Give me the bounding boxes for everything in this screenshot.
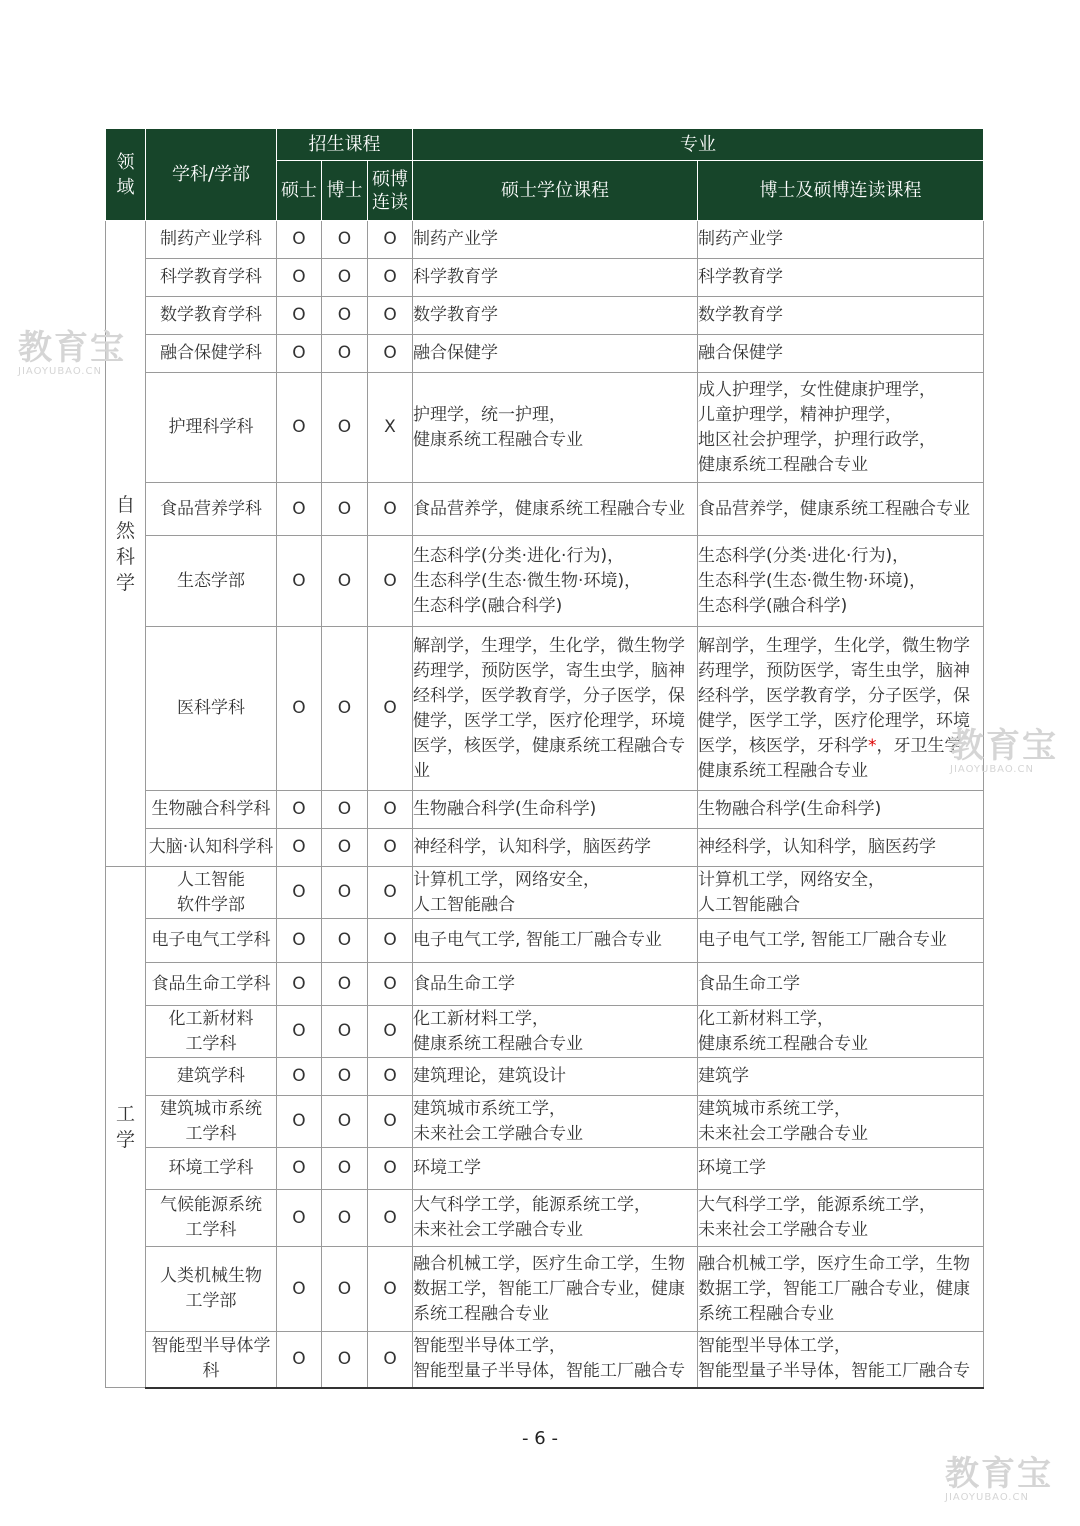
integrated-mark: O (368, 335, 413, 373)
doctor-courses-cell: 生态科学(分类·进化·行为)， 生态科学(生态·微生物·环境)， 生态科学(融合科学) (698, 536, 984, 627)
majors-table (105, 128, 984, 1389)
header-doctor: 博士 (322, 161, 368, 221)
master-mark: O (277, 627, 322, 791)
master-courses-cell: 计算机工学，网络安全， 人工智能融合 (413, 867, 698, 919)
master-courses-cell: 环境工学 (413, 1148, 698, 1190)
header-master: 硕士 (277, 161, 322, 221)
doctor-mark: O (322, 1190, 368, 1247)
doctor-courses-cell (698, 627, 984, 791)
integrated-mark: O (368, 1190, 413, 1247)
master-courses-cell: 护理学，统一护理， 健康系统工程融合专业 (413, 373, 698, 483)
master-mark: O (277, 373, 322, 483)
doctor-mark: O (322, 867, 368, 919)
integrated-mark: O (368, 1006, 413, 1058)
department-cell: 食品营养学科 (146, 483, 277, 536)
field-engineering: 工 学 (115, 1103, 135, 1151)
master-mark: O (277, 335, 322, 373)
master-mark: O (277, 1006, 322, 1058)
doctor-courses-cell: 神经科学，认知科学，脑医药学 (698, 829, 984, 867)
table-row (106, 627, 984, 791)
table-row (106, 373, 984, 483)
master-mark: O (277, 1247, 322, 1332)
doctor-courses-cell: 智能型半导体工学， 智能型量子半导体，智能工厂融合专 (698, 1332, 984, 1388)
master-mark: O (277, 1190, 322, 1247)
master-mark: O (277, 259, 322, 297)
integrated-mark: O (368, 791, 413, 829)
table-row (106, 1006, 984, 1058)
header-field: 领 域 (106, 129, 146, 221)
doctor-courses-cell: 化工新材料工学， 健康系统工程融合专业 (698, 1006, 984, 1058)
table-row (106, 259, 984, 297)
table-row (106, 919, 984, 963)
page-number: - 6 - (522, 1428, 558, 1449)
department-cell: 建筑城市系统 工学科 (146, 1096, 277, 1148)
department-cell: 化工新材料 工学科 (146, 1006, 277, 1058)
master-mark: O (277, 1148, 322, 1190)
integrated-mark: O (368, 919, 413, 963)
doctor-courses-cell: 食品生命工学 (698, 963, 984, 1006)
department-cell: 生物融合科学科 (146, 791, 277, 829)
master-courses-cell: 数学教育学 (413, 297, 698, 335)
integrated-mark: O (368, 221, 413, 259)
doctor-mark: O (322, 1006, 368, 1058)
integrated-mark: O (368, 867, 413, 919)
table-row (106, 1247, 984, 1332)
doctor-courses-cell: 环境工学 (698, 1148, 984, 1190)
header-master-courses: 硕士学位课程 (413, 161, 698, 221)
master-courses-cell: 食品营养学，健康系统工程融合专业 (413, 483, 698, 536)
integrated-mark: O (368, 483, 413, 536)
integrated-mark: O (368, 297, 413, 335)
doctor-courses-cell: 数学教育学 (698, 297, 984, 335)
doctor-courses-text: ，牙卫生学 健康系统工程融合专业 (698, 735, 962, 781)
master-courses-cell: 生物融合科学(生命科学) (413, 791, 698, 829)
doctor-mark: O (322, 1096, 368, 1148)
doctor-mark: O (322, 627, 368, 791)
doctor-mark: O (322, 536, 368, 627)
master-courses-cell: 科学教育学 (413, 259, 698, 297)
master-courses-cell: 生态科学(分类·进化·行为)， 生态科学(生态·微生物·环境)， 生态科学(融合科学) (413, 536, 698, 627)
doctor-courses-cell: 建筑城市系统工学， 未来社会工学融合专业 (698, 1096, 984, 1148)
integrated-mark: X (368, 373, 413, 483)
master-mark: O (277, 483, 322, 536)
doctor-courses-text: 解剖学，生理学，生化学，微生物学 药理学，预防医学，寄生虫学，脑神 经科学，医学教育学，分子医学，保 健学，医学工学，医疗伦理学，环境 医学，核医学，牙科学 (698, 635, 971, 756)
master-mark: O (277, 221, 322, 259)
department-cell: 环境工学科 (146, 1148, 277, 1190)
department-cell: 建筑学科 (146, 1058, 277, 1096)
doctor-mark: O (322, 221, 368, 259)
field-cell (106, 221, 146, 867)
integrated-mark: O (368, 1096, 413, 1148)
integrated-mark: O (368, 627, 413, 791)
department-cell: 科学教育学科 (146, 259, 277, 297)
master-courses-cell: 建筑城市系统工学， 未来社会工学融合专业 (413, 1096, 698, 1148)
table-row (106, 1148, 984, 1190)
table-row (106, 1096, 984, 1148)
doctor-courses-cell: 制药产业学 (698, 221, 984, 259)
master-mark: O (277, 919, 322, 963)
master-courses-cell: 大气科学工学，能源系统工学， 未来社会工学融合专业 (413, 1190, 698, 1247)
header-integrated: 硕博 连读 (368, 161, 413, 221)
master-mark: O (277, 1096, 322, 1148)
master-mark: O (277, 1332, 322, 1388)
field-cell (106, 867, 146, 1388)
doctor-mark: O (322, 335, 368, 373)
master-courses-cell: 制药产业学 (413, 221, 698, 259)
doctor-courses-cell: 生物融合科学(生命科学) (698, 791, 984, 829)
master-mark: O (277, 1058, 322, 1096)
department-cell: 食品生命工学科 (146, 963, 277, 1006)
table-row (106, 791, 984, 829)
integrated-mark: O (368, 1148, 413, 1190)
table-row (106, 297, 984, 335)
table-row (106, 483, 984, 536)
header-major: 专业 (413, 129, 984, 161)
doctor-courses-cell: 科学教育学 (698, 259, 984, 297)
integrated-mark: O (368, 536, 413, 627)
integrated-mark: O (368, 1332, 413, 1388)
department-cell: 大脑·认知科学科 (146, 829, 277, 867)
master-courses-cell: 化工新材料工学， 健康系统工程融合专业 (413, 1006, 698, 1058)
department-cell: 生态学部 (146, 536, 277, 627)
doctor-mark: O (322, 483, 368, 536)
doctor-courses-cell: 计算机工学，网络安全， 人工智能融合 (698, 867, 984, 919)
table-row (106, 829, 984, 867)
table-row (106, 867, 984, 919)
doctor-courses-cell: 融合保健学 (698, 335, 984, 373)
integrated-mark: O (368, 1247, 413, 1332)
integrated-mark: O (368, 1058, 413, 1096)
integrated-mark: O (368, 963, 413, 1006)
doctor-mark: O (322, 373, 368, 483)
header-doctor-courses: 博士及硕博连读课程 (698, 161, 984, 221)
doctor-mark: O (322, 919, 368, 963)
master-mark: O (277, 963, 322, 1006)
department-cell: 智能型半导体学科 (146, 1332, 277, 1388)
doctor-courses-cell: 建筑学 (698, 1058, 984, 1096)
table-row (106, 221, 984, 259)
master-courses-cell: 融合保健学 (413, 335, 698, 373)
watermark: 教育宝 JIAOYUBAO.CN (18, 328, 126, 377)
department-cell: 气候能源系统 工学科 (146, 1190, 277, 1247)
doctor-courses-cell: 成人护理学，女性健康护理学， 儿童护理学，精神护理学， 地区社会护理学，护理行政学， 健康系统工程融合专业 (698, 373, 984, 483)
watermark: 教育宝 JIAOYUBAO.CN (950, 726, 1058, 775)
department-cell: 医科学科 (146, 627, 277, 791)
table-row (106, 335, 984, 373)
department-cell: 人工智能 软件学部 (146, 867, 277, 919)
doctor-courses-cell: 融合机械工学，医疗生命工学，生物 数据工学，智能工厂融合专业，健康 系统工程融合专业 (698, 1247, 984, 1332)
department-cell: 融合保健学科 (146, 335, 277, 373)
master-mark: O (277, 297, 322, 335)
master-mark: O (277, 867, 322, 919)
table-row (106, 1332, 984, 1388)
integrated-mark: O (368, 829, 413, 867)
master-courses-cell: 智能型半导体工学， 智能型量子半导体，智能工厂融合专 (413, 1332, 698, 1388)
header-admission: 招生课程 (277, 129, 413, 161)
master-courses-cell: 建筑理论，建筑设计 (413, 1058, 698, 1096)
doctor-courses-cell: 大气科学工学，能源系统工学， 未来社会工学融合专业 (698, 1190, 984, 1247)
watermark: 教育宝 JIAOYUBAO.CN (945, 1454, 1053, 1503)
table-row (106, 1190, 984, 1247)
master-courses-cell: 电子电气工学, 智能工厂融合专业 (413, 919, 698, 963)
master-courses-cell: 神经科学，认知科学，脑医药学 (413, 829, 698, 867)
doctor-mark: O (322, 259, 368, 297)
table-row (106, 1058, 984, 1096)
department-cell: 制药产业学科 (146, 221, 277, 259)
doctor-mark: O (322, 791, 368, 829)
doctor-mark: O (322, 1247, 368, 1332)
integrated-mark: O (368, 259, 413, 297)
doctor-mark: O (322, 1148, 368, 1190)
master-mark: O (277, 536, 322, 627)
footnote-star: * (868, 735, 877, 756)
master-courses-cell: 解剖学，生理学，生化学，微生物学 药理学，预防医学，寄生虫学，脑神 经科学，医学教育学，分子医学，保 健学，医学工学，医疗伦理学，环境 医学，核医学，健康系统工程融合专 业 (413, 627, 698, 791)
master-mark: O (277, 829, 322, 867)
header-department: 学科/学部 (146, 129, 277, 221)
doctor-mark: O (322, 829, 368, 867)
doctor-courses-cell: 电子电气工学, 智能工厂融合专业 (698, 919, 984, 963)
table-row (106, 963, 984, 1006)
department-cell: 数学教育学科 (146, 297, 277, 335)
doctor-mark: O (322, 1058, 368, 1096)
doctor-mark: O (322, 1332, 368, 1388)
table-row (106, 536, 984, 627)
doctor-mark: O (322, 963, 368, 1006)
department-cell: 护理科学科 (146, 373, 277, 483)
field-natural-science: 自 然 科 学 (115, 493, 135, 594)
master-mark: O (277, 791, 322, 829)
doctor-courses-cell: 食品营养学，健康系统工程融合专业 (698, 483, 984, 536)
master-courses-cell: 食品生命工学 (413, 963, 698, 1006)
doctor-mark: O (322, 297, 368, 335)
department-cell: 电子电气工学科 (146, 919, 277, 963)
department-cell: 人类机械生物 工学部 (146, 1247, 277, 1332)
master-courses-cell: 融合机械工学，医疗生命工学，生物 数据工学，智能工厂融合专业，健康 系统工程融合专业 (413, 1247, 698, 1332)
